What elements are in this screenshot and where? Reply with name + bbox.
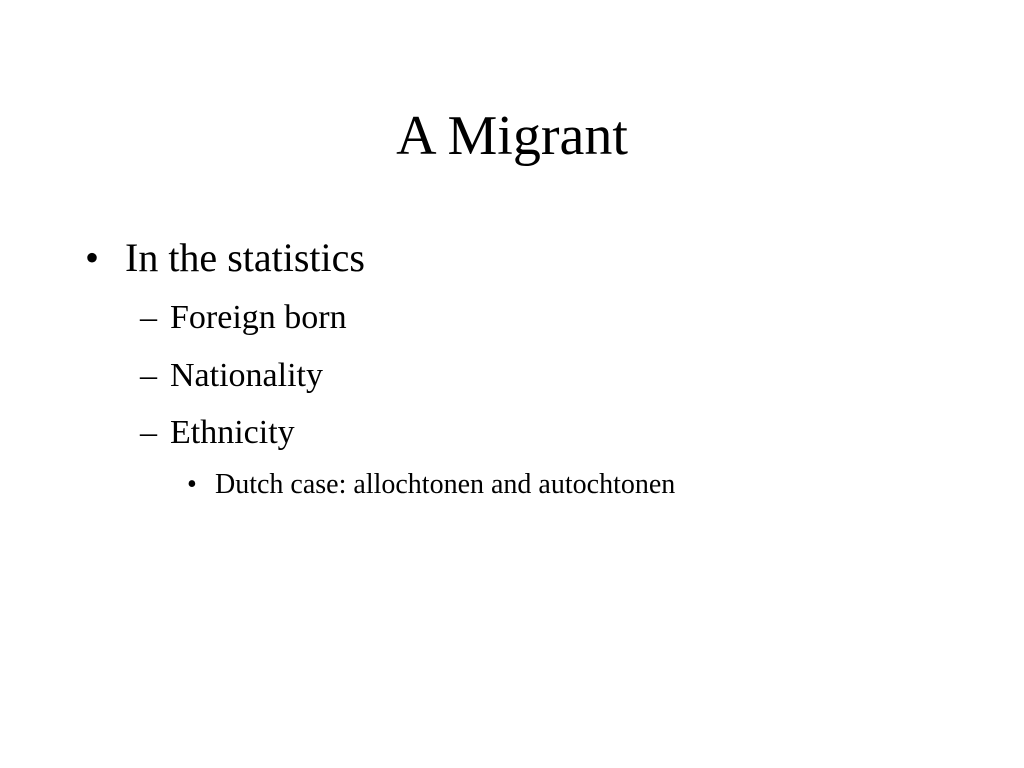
bullet-in-the-statistics [85, 233, 365, 283]
sub-bullet-text: Foreign born [170, 299, 347, 336]
sub-bullet-marker: – [140, 299, 157, 336]
sub-bullet-marker: – [140, 414, 157, 451]
bullet-marker: • [85, 235, 100, 280]
sub-bullet-foreign-born [140, 297, 347, 339]
bullet-text: In the statistics [125, 235, 365, 280]
sub-bullet-marker: – [140, 357, 157, 394]
sub-bullet-nationality [140, 355, 323, 397]
sub-sub-bullet-dutch-case [187, 467, 676, 503]
slide-title: A Migrant [396, 105, 628, 167]
sub-sub-bullet-text: Dutch case: allochtonen and autochtonen [215, 469, 676, 500]
sub-bullet-text: Ethnicity [170, 414, 295, 451]
bullet-marker: • [187, 469, 197, 500]
sub-bullet-text: Nationality [170, 357, 323, 394]
sub-bullet-ethnicity [140, 412, 295, 454]
